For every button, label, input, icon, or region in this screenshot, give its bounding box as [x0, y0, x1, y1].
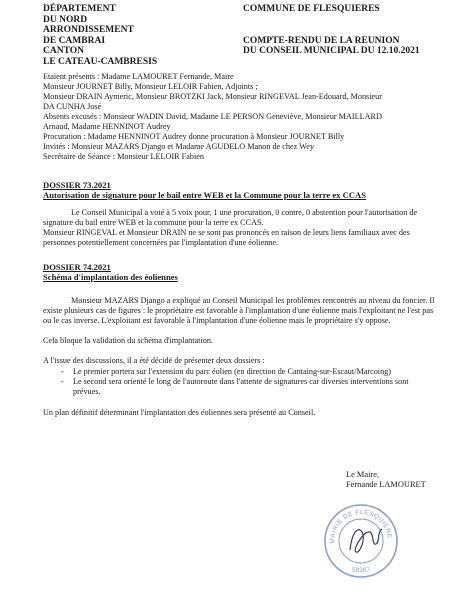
attendance-line: Invités : Monsieur MAZARS Django et Madame AGUDELO Manon de chez Wey: [43, 142, 314, 151]
commune-name: COMMUNE DE FLESQUIERES: [243, 4, 380, 14]
dossier-title: DOSSIER 73.2021: [43, 180, 111, 190]
attendance-line: Procuration : Madame HENNINOT Audrey donne procuration à Monsieur JOURNET Billy: [43, 132, 345, 141]
header-line: DE CAMBRAI: [43, 35, 106, 46]
dossier-subtitle: Schéma d'implantation des éoliennes: [43, 272, 178, 282]
signature-title: Le Maire,: [346, 470, 380, 479]
header-line: DU NORD: [43, 14, 88, 25]
dossier-74-blocking-paragraph: Cela bloque la validation du schéma d'implantation.: [43, 336, 213, 345]
stamp-postal: 59267: [351, 567, 371, 574]
dossier-title: DOSSIER 74.2021: [43, 262, 111, 272]
dossier-74-final-paragraph: Un plan définitif déterminant l'implantation des éoliennes sera présenté au Conseil.: [43, 408, 316, 417]
dossier-73-heading: [43, 180, 435, 200]
attendance-line: Secrétaire de Séance : Monsieur LELOIR Fabien: [43, 152, 204, 161]
mairie-stamp: [322, 502, 400, 585]
attendance-line: DA CUNHA José: [43, 102, 102, 111]
attendance-line: Monsieur JOURNET Billy, Monsieur LELOIR Fabien, Adjoints ;: [43, 82, 258, 91]
stamp-arc-text: MAIRIE DE FLESQUIERE: [328, 508, 393, 544]
attendance-block: [43, 72, 435, 162]
list-item: - Le premier portera sur l'extension du parc éolien (en direction de Cantaing-sur-Escaut/Marcoing): [73, 367, 435, 377]
stamp-seal-icon: [322, 502, 400, 580]
department-header: [43, 4, 157, 67]
header-line: ARRONDISSEMENT: [43, 25, 134, 35]
dossier-74-decision-paragraph: A l'issue des discussions, il a été décidé de présenter deux dossiers :: [43, 356, 265, 365]
attendance-line: Absents excusés : Monsieur WADIN David, Madame LE PERSON Geneviève, Monsieur MAILLARD: [43, 112, 382, 121]
dossier-73-vote-paragraph: Le Conseil Municipal a voté à 5 voix pour, 1 une procuration, 0 contre, 0 abstention pour l'autorisation de signature du bail entre WEB et la commune pour la terre ex CCAS.: [43, 208, 418, 227]
dossier-73-abstention-paragraph: Monsieur RINGEVAL et Monsieur DRAIN ne se sont pas prononcés en raison de leurs liens familiaux avec des personnes potentiellement concernées par l'implantation d'une éolienne.: [43, 228, 410, 247]
signature-name: Fernande LAMOURET: [346, 480, 426, 489]
header-line: CANTON: [43, 46, 84, 56]
handwritten-signature: [350, 529, 382, 552]
dossier-74-heading: [43, 262, 435, 282]
dossier-subtitle: Autorisation de signature pour le bail entre WEB et la Commune pour la terre ex CCAS: [43, 190, 366, 200]
commune-header: [243, 4, 420, 57]
attendance-line: Arnaud, Madame HENNINOT Audrey: [43, 122, 171, 131]
list-item: - Le second sera orienté le long de l'autoroute dans l'attente de signatures car diverses interventions sont prévues.: [73, 377, 435, 397]
signature-block: [346, 470, 426, 490]
report-date: DU CONSEIL MUNICIPAL DU 12.10.2021: [243, 46, 420, 56]
dossier-74-explanation-paragraph: Monsieur MAZARS Django a expliqué au Conseil Municipal les problèmes rencontrés au niveau du foncier. Il existe plusieurs cas de figures : le propriétaire est favorable à l'implantation d'une éolienne mais l'exploitant ne l'est pas ou le cas inverse. L'exploitant est favorable à l'implantation d'une éolienne mais le propriétaire s'y oppose.: [43, 296, 435, 325]
header-line: DÉPARTEMENT: [43, 4, 116, 14]
stamp-inner-ring: [339, 519, 383, 563]
attendance-line: Monsieur DRAIN Aymeric, Monsieur BROTZKI Jack, Monsieur RINGEVAL Jean-Edouard, Monsieur: [43, 92, 382, 101]
report-title: COMPTE-RENDU DE LA REUNION: [243, 35, 400, 46]
attendance-line: Etaient présents : Madame LAMOURET Fernande, Maire: [43, 72, 234, 81]
dossier-74-bullet-list: [43, 367, 435, 397]
header-line: LE CATEAU-CAMBRESIS: [43, 56, 158, 67]
